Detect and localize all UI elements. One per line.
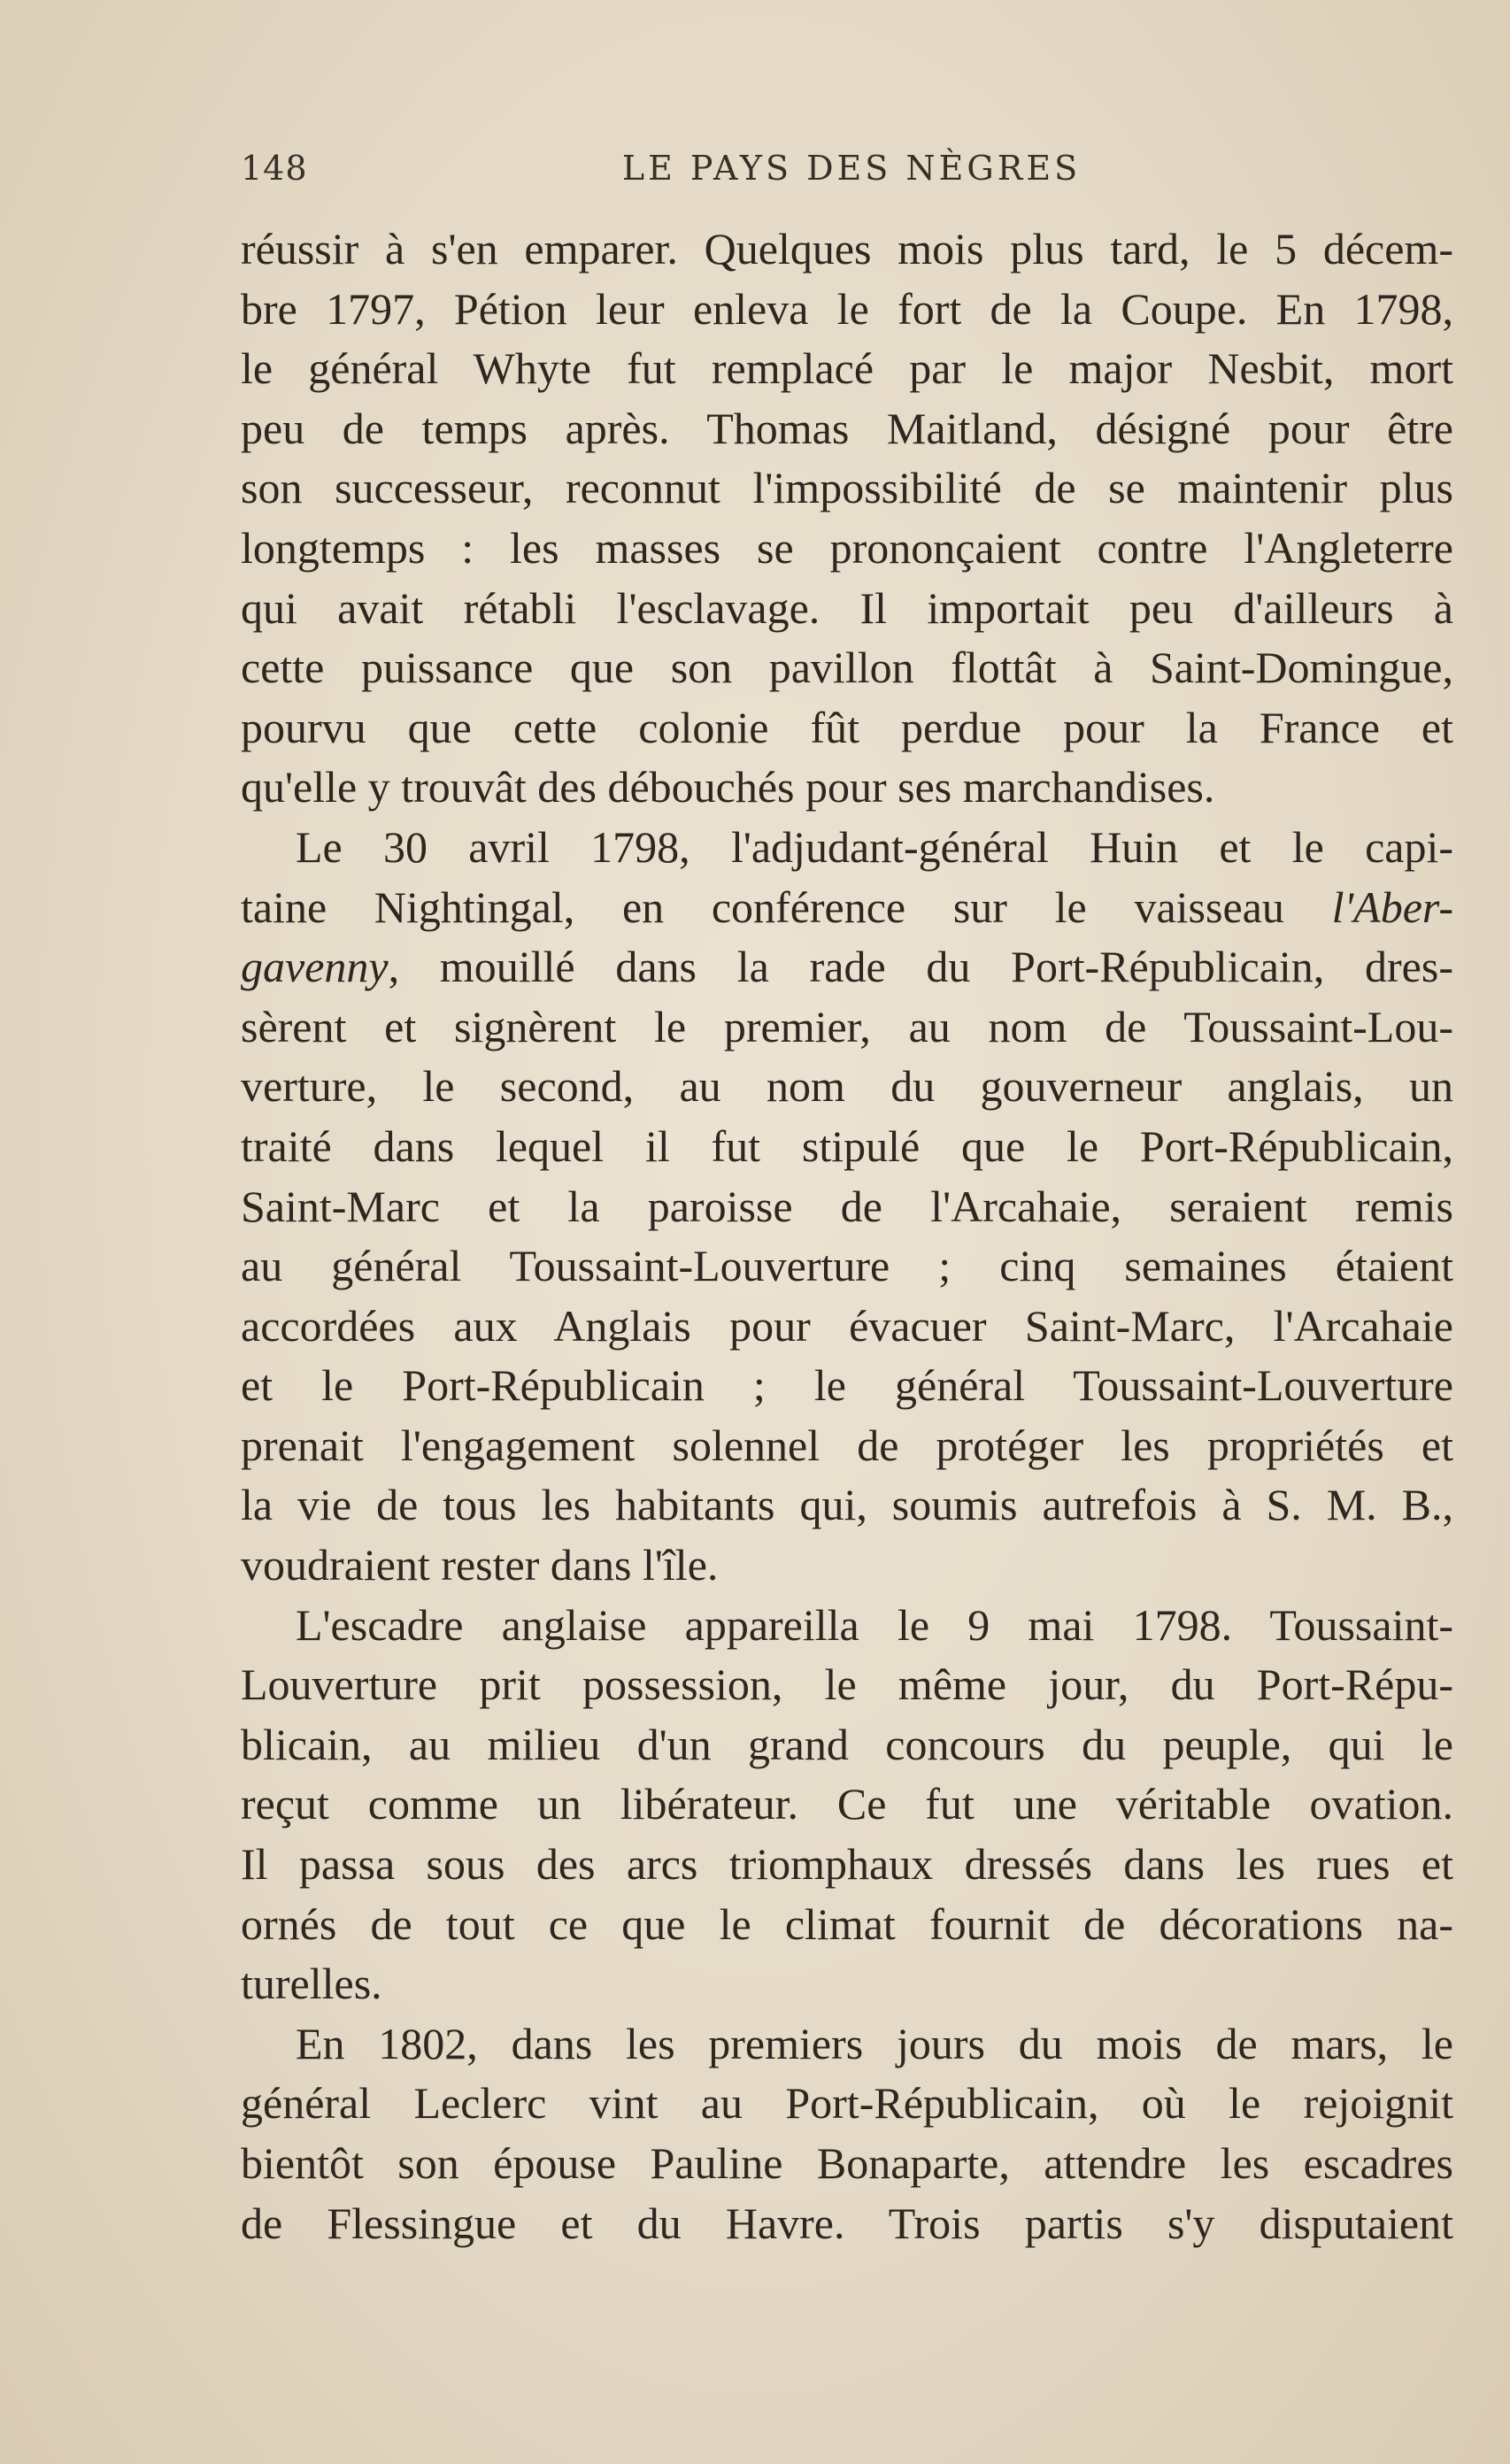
page-header: [241, 149, 1462, 202]
page-number: 148: [241, 149, 308, 188]
text-line: Il passa sous des arcs triomphaux dressés dans les rues et: [241, 1839, 1453, 1890]
text-line: peu de temps après. Thomas Maitland, désigné pour être: [241, 403, 1453, 453]
text-line: [241, 878, 1453, 938]
text-line: général Leclerc vint au Port-Républicain, où le rejoignit: [241, 2078, 1453, 2129]
text-line: prenait l'engagement solennel de protéger les propriétés et: [241, 1420, 1453, 1470]
text-line: la vie de tous les habitants qui, soumis autrefois à S. M. B.,: [241, 1480, 1453, 1530]
text-line: bientôt son épouse Pauline Bonaparte, attendre les escadres: [241, 2138, 1453, 2188]
body-text: [241, 219, 1453, 2253]
text-line: qu'elle y trouvât des débouchés pour ses marchandises.: [241, 762, 1215, 812]
text-line: son successeur, reconnut l'impossibilité de se maintenir plus: [241, 463, 1453, 513]
paragraph-first-line: Le 30 avril 1798, l'adjudant-général Huin et le capi-: [296, 821, 1453, 872]
text-line: [241, 937, 1453, 997]
text-line: Louverture prit possession, le même jour, du Port-Répu-: [241, 1659, 1453, 1710]
paragraph-first-line: En 1802, dans les premiers jours du mois de mars, le: [296, 2018, 1453, 2068]
text-line: voudraient rester dans l'île.: [241, 1540, 719, 1590]
text-line: blicain, au milieu d'un grand concours du peuple, qui le: [241, 1719, 1453, 1769]
text-line: au général Toussaint-Louverture ; cinq semaines étaient: [241, 1241, 1453, 1291]
text-line: ornés de tout ce que le climat fournit de décorations na-: [241, 1898, 1453, 1949]
italic-ship-name-end: gavenny: [241, 942, 389, 992]
text-segment: , mouillé dans la rade du Port-Républicain, dres-: [388, 942, 1453, 992]
text-line: longtemps : les masses se prononçaient contre l'Angleterre: [241, 522, 1453, 573]
text-line: turelles.: [241, 1959, 382, 2009]
text-line: bre 1797, Pétion leur enleva le fort de la Coupe. En 1798,: [241, 283, 1453, 334]
text-line: verture, le second, au nom du gouverneur anglais, un: [241, 1061, 1453, 1112]
text-line: qui avait rétabli l'esclavage. Il importait peu d'ailleurs à: [241, 582, 1453, 633]
text-line: Saint-Marc et la paroisse de l'Arcahaie, seraient remis: [241, 1181, 1453, 1231]
text-line: et le Port-Républicain ; le général Toussaint-Louverture: [241, 1360, 1453, 1411]
text-segment: taine Nightingal, en conférence sur le vaisseau: [241, 882, 1284, 932]
text-line: de Flessingue et du Havre. Trois partis s'y disputaient: [241, 2198, 1453, 2248]
paragraph-first-line: L'escadre anglaise appareilla le 9 mai 1798. Toussaint-: [296, 1599, 1453, 1650]
text-line: réussir à s'en emparer. Quelques mois plus tard, le 5 décem-: [241, 224, 1453, 273]
italic-ship-name: l'Aber-: [1331, 882, 1453, 932]
text-line: sèrent et signèrent le premier, au nom de Toussaint-Lou-: [241, 1001, 1453, 1051]
text-line: traité dans lequel il fut stipulé que le Port-Républicain,: [241, 1120, 1453, 1171]
text-line: pourvu que cette colonie fût perdue pour la France et: [241, 702, 1453, 752]
text-line: accordées aux Anglais pour évacuer Saint-Marc, l'Arcahaie: [241, 1300, 1453, 1351]
text-line: le général Whyte fut remplacé par le major Nesbit, mort: [241, 343, 1453, 394]
text-line: reçut comme un libérateur. Ce fut une véritable ovation.: [241, 1779, 1453, 1829]
text-line: cette puissance que son pavillon flottât à Saint-Domingue,: [241, 643, 1453, 693]
running-title: LE PAYS DES NÈGRES: [621, 149, 1082, 188]
